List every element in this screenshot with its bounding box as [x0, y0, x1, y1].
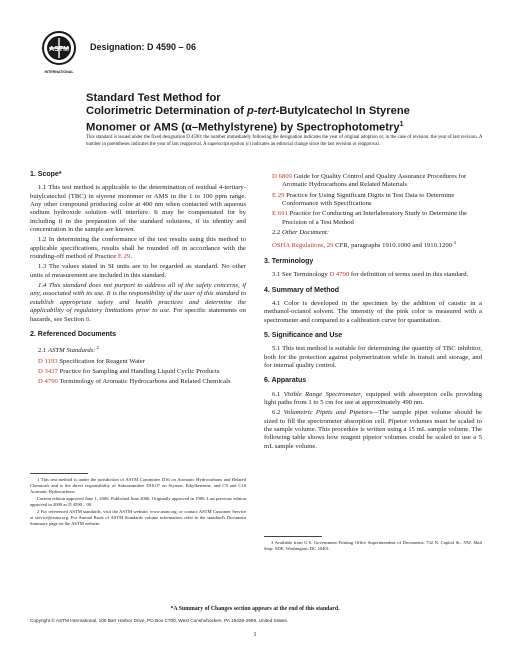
footnote-1-edition: Current edition approved June 1, 2006. Published June 2006. Originally approved in 1986. Last previous edition approved in 2000 as D 4590 – 00. — [30, 495, 246, 507]
ref-item: D 4790 Terminology of Aromatic Hydrocarbons and Related Chemicals — [38, 378, 231, 386]
heading-referenced-documents: 2. Referenced Documents — [30, 330, 116, 338]
other-document-label: 2.2 Other Document: — [272, 229, 330, 237]
title-line-1: Standard Test Method for — [86, 92, 221, 104]
link-e29-ref[interactable]: E 29 — [272, 191, 285, 199]
heading-summary: 4. Summary of Method — [264, 286, 340, 294]
svg-text:ASTM: ASTM — [49, 46, 69, 53]
footnote-3: 3 Available from U.S. Government Printing Office Superintendent of Documents, 732 N. Capitol St., NW, Mail Stop: SDE, Washington, DC 20401. — [264, 540, 482, 551]
link-d4790-term[interactable]: D 4790 — [329, 271, 350, 279]
footnotes-left — [30, 477, 246, 528]
footnote-rule — [30, 473, 88, 474]
footnote-2: 2 For referenced ASTM standards, visit the ASTM website, www.astm.org, or contact ASTM Customer Service at service@astm.org. For Annual Book of ASTM Standards volume information, refer to the standard's Document Summary page on the ASTM website. — [30, 508, 246, 526]
link-e29[interactable]: E 29 — [117, 253, 131, 261]
link-section-8[interactable]: 8 — [85, 315, 90, 323]
footnote-1: 1 This test method is under the jurisdiction of ASTM Committee D16 on Aromatic Hydrocarbons and Related Chemicals and is the direct responsibility of Subcommittee D16.07 on Styrene, Ethylbenzene, and C9 and C10 Aromatic Hydrocarbons. — [30, 477, 246, 494]
right-column — [264, 173, 482, 453]
scope-1-4: 1.4 This standard does not purport to address all of the safety concerns, if any, associated with its use. It is the responsibility of the user of this standard to establish appropriate safety and health practices and determine the applicability of regulatory limitations prior to use. For specific statements on hazards, see Section 8. — [30, 282, 246, 323]
ref-item: E 29 Practice for Using Significant Digits in Test Data to Determine Conformance with Specifications — [272, 191, 455, 208]
svg-text:INTERNATIONAL: INTERNATIONAL — [44, 70, 74, 74]
astm-logo — [41, 30, 77, 76]
link-osha[interactable]: OSHA Regulations, 29 — [272, 242, 334, 250]
terminology-3-1: 3.1 See Terminology D 4790 for definition of terms used in this standard. — [272, 271, 469, 279]
ref-item: E 691 Practice for Conducting an Interlaboratory Study to Determine the Precision of a Test Method — [272, 210, 468, 226]
astm-standards-label: 2.1 ASTM Standards: $^2$ — [38, 345, 99, 355]
designation: Designation: D 4590 – 06 — [90, 42, 197, 52]
scope-1-3: 1.3 The values stated in SI units are to be regarded as standard. No other units of measurement are included in this standard. — [30, 263, 246, 279]
summary-4-1: 4.1 Color is developed in the specimen by the addition of caustic in a methanol-octanol solvent. The intensity of the pink color is measured with a spectrometer and compared to a calibration curve for quantitation. — [264, 300, 482, 324]
apparatus-6-1: 6.1 Visible Range Spectrometer, equipped with absorption cells providing light paths from 1 to 5 cm for use at approximately 490 nm. — [264, 390, 482, 407]
issue-note: This standard is issued under the fixed designation D 4590; the number immediately following the designation indicates the year of original adoption or, in the case of revision, the year of last revision. A number in parentheses indicates the year of last reapproval. A superscript epsilon (ε) indicates an editorial change since the last revision or reapproval. — [86, 135, 483, 147]
title-line-2: Colorimetric Determination of p-tert-Butylcatechol In Styrene — [86, 105, 410, 117]
ref-item: D 3437 Practice for Sampling and Handling Liquid Cyclic Products — [38, 368, 220, 376]
link-e691[interactable]: E 691 — [272, 210, 288, 218]
link-d4790[interactable]: D 4790 — [38, 378, 58, 386]
scope-1-1: 1.1 This test method is applicable to the determination of residual 4-tertiary-butylcatechol (TBC) in styrene monomer or AMS in the 1 to 100 ppm range. Any other compound producing color at 490 nm when contacted with aqueous sodium hydroxide solution will interfere. It may be compensated for by including it in the preparation of the standard solutions, if its identity and concentration in the sample are known. — [30, 184, 246, 234]
summary-of-changes-note: *A Summary of Changes section appears at the end of this standard. — [170, 606, 340, 612]
footnotes-right — [264, 540, 482, 553]
significance-5-1: 5.1 This test method is suitable for determining the quantity of TBC inhibitor, both for the protection against polymerization while in transit and storage, and for internal quality control. — [264, 345, 482, 370]
ref-item: D 6809 Guide for Quality Control and Quality Assurance Procedures for Aromatic Hydrocarbons and Related Materials — [272, 173, 467, 189]
ref-item: OSHA Regulations, 29 CFR, paragraphs 1910.1000 and 1910.1200 $^3$ — [272, 240, 456, 250]
link-d1193[interactable]: D 1193 — [38, 357, 58, 365]
astm-logo-mark — [41, 30, 77, 76]
link-d3437[interactable]: D 3437 — [38, 368, 58, 376]
copyright: Copyright © ASTM International, 100 Barr Harbor Drive, PO Box C700, West Conshohocken, PA 19428-2959, United States. — [30, 618, 289, 623]
heading-apparatus: 6. Apparatus — [264, 377, 307, 385]
footnote-rule — [264, 536, 322, 537]
link-d6809[interactable]: D 6809 — [272, 173, 292, 180]
heading-terminology: 3. Terminology — [264, 257, 314, 265]
heading-significance: 5. Significance and Use — [264, 332, 343, 340]
heading-scope: 1. Scope* — [30, 171, 62, 178]
title-line-3: Monomer or AMS (α–Methylstyrene) by Spectrophotometry$^1$ — [86, 121, 404, 134]
page-number: 1 — [253, 631, 257, 638]
ref-item: D 1193 Specification for Reagent Water — [38, 357, 145, 365]
left-column — [30, 171, 246, 389]
apparatus-6-2: 6.2 Volumetric Pipets and Pipetors—The sample pipet volume should be sized to fill the spectrometer absorption cell. Pipetor volumes must be scaled to the sample volume. This procedure is written using a 15 mL sample volume. The following table shows how reagent pipetor volumes could be scaled to use a 5 mL sample volume. — [264, 409, 482, 450]
scope-1-2: 1.2 In determining the conformance of the test results using this method to applicable specifications, results shall be rounded off in accordance with the rounding-off method of Practice E 29. — [30, 236, 246, 261]
document-title — [86, 92, 486, 135]
